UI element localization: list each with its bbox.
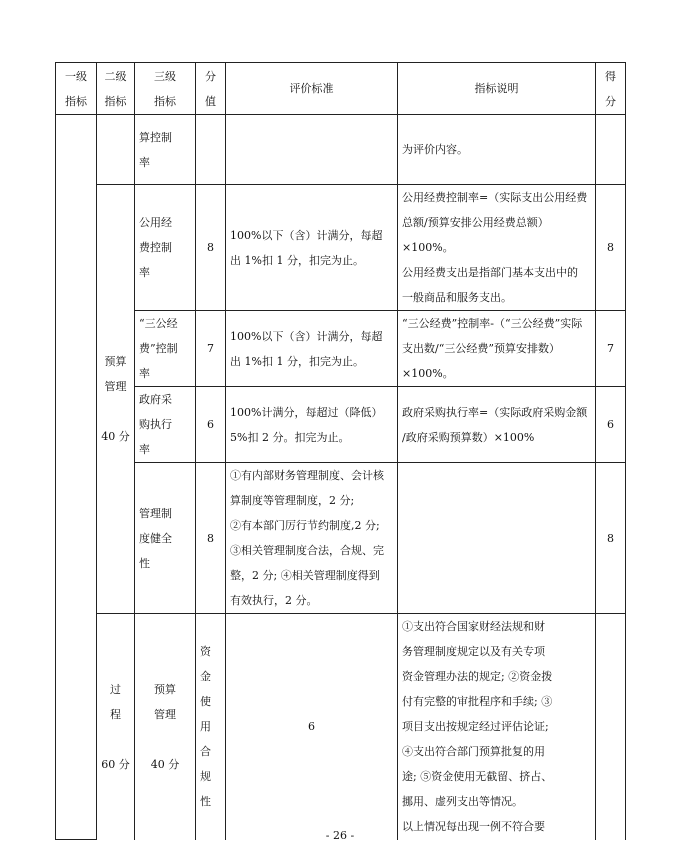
criteria-cell: 100%以下（含）计满分，每超 出 1%扣 1 分，扣完为止。 — [226, 185, 398, 311]
criteria-cell: 100%以下（含）计满分，每超 出 1%扣 1 分，扣完为止。 — [226, 311, 398, 387]
points-cell — [596, 115, 626, 185]
level3-cell: 算控制 率 — [135, 115, 196, 185]
table-row — [56, 463, 626, 614]
points-cell: 7 — [596, 311, 626, 387]
score-cell: 7 — [196, 311, 226, 387]
points-cell: 8 — [596, 463, 626, 614]
header-score: 分 值 — [196, 63, 226, 115]
header-level1: 一级 指标 — [56, 63, 97, 115]
table-header-row — [56, 63, 626, 115]
table-row — [56, 311, 626, 387]
table-row — [56, 115, 626, 185]
level2-cell-continued — [97, 115, 135, 185]
level1-cell-continued — [56, 115, 97, 840]
description-cell: “三公经费”控制率-（“三公经费”实际 支出数/“三公经费”预算安排数） ×100%。 — [398, 311, 596, 387]
evaluation-table — [55, 62, 626, 840]
page-number: - 26 - — [325, 829, 355, 842]
level3-cell: 公用经 费控制 率 — [135, 185, 196, 311]
header-level2: 二级 指标 — [97, 63, 135, 115]
points-cell: 6 — [596, 387, 626, 463]
level1-process: 过 程 60 分 — [97, 614, 135, 840]
header-points: 得分 — [596, 63, 626, 115]
criteria-cell — [226, 115, 398, 185]
score-cell: 8 — [196, 463, 226, 614]
description-cell — [398, 463, 596, 614]
score-cell: 6 — [196, 387, 226, 463]
table-row — [56, 614, 626, 840]
header-description: 指标说明 — [398, 63, 596, 115]
level3-cell: 政府采 购执行 率 — [135, 387, 196, 463]
table-row — [56, 387, 626, 463]
header-level3: 三级 指标 — [135, 63, 196, 115]
score-cell: 6 — [226, 614, 398, 840]
level3-cell: “三公经 费”控制 率 — [135, 311, 196, 387]
description-cell — [596, 614, 626, 840]
criteria-cell: ①有内部财务管理制度、会计核 算制度等管理制度，2 分; ②有本部门厉行节约制度,2 分; ③相关管理制度合法，合规、完 整，2 分; ④相关管理制度得到 有效执行，2 分。 — [226, 463, 398, 614]
description-cell: 公用经费控制率=（实际支出公用经费 总额/预算安排公用经费总额）×100%。 公用经费支出是指部门基本支出中的 一般商品和服务支出。 — [398, 185, 596, 311]
description-cell: 政府采购执行率=（实际政府采购金额 /政府采购预算数）×100% — [398, 387, 596, 463]
level2-process-budget-management: 预算 管理 40 分 — [135, 614, 196, 840]
level3-cell: 管理制 度健全 性 — [135, 463, 196, 614]
level3-cell: 资金使 用合规 性 — [196, 614, 226, 840]
score-cell: 8 — [196, 185, 226, 311]
score-cell — [196, 115, 226, 185]
criteria-cell: 100%计满分，每超过（降低） 5%扣 2 分。扣完为止。 — [226, 387, 398, 463]
table-row — [56, 185, 626, 311]
description-cell: 为评价内容。 — [398, 115, 596, 185]
header-criteria: 评价标准 — [226, 63, 398, 115]
criteria-cell: ①支出符合国家财经法规和财 务管理制度规定以及有关专项 资金管理办法的规定; ②资金拨 付有完整的审批程序和手续; ③ 项目支出按规定经过评估论证; ④支出符合部门预算批复的用 途; ⑤资金使用无截留、挤占、 挪用、虚列支出等情况。 以上情况每出现一例不符合要 — [398, 614, 596, 840]
points-cell: 8 — [596, 185, 626, 311]
level2-budget-management: 预算 管理 40 分 — [97, 185, 135, 614]
